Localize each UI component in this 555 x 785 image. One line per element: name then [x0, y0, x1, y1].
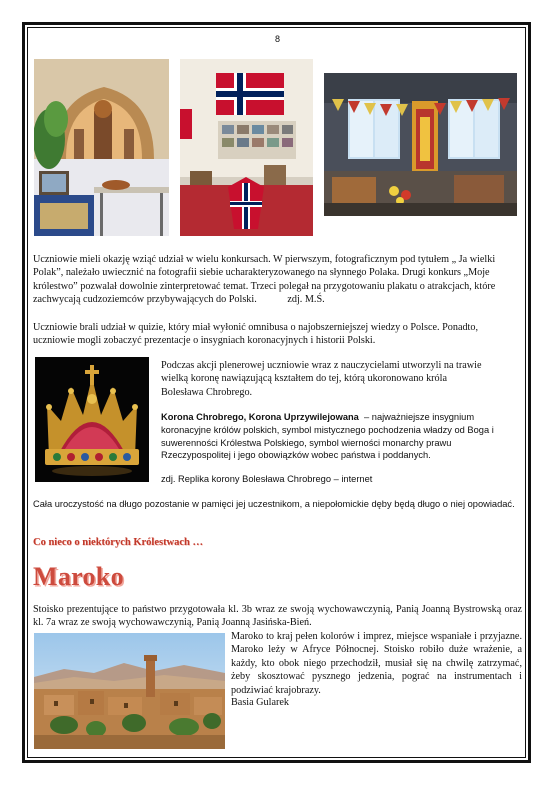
- crown-paragraph: Podczas akcji plenerowej uczniowie wraz z nauczycielami utworzyli na trawie wielką koronę nawiązującą kształtem do tej, którą ukoronowano króla Bolesława Chrobrego.: [161, 360, 482, 398]
- photo-crown: [35, 357, 149, 482]
- paragraph-contests: Uczniowie mieli okazję wziąć udział w wielu konkursach. W pierwszym, fotograficznym pod tytułem „ Ja wielki Polak”, należało uwiecznić na fotografii siebie ucharakteryzowanego na słynnego Polaka. Drugi konkurs „Moje królestwo” pozwalał dowolnie zinterpretować temat. Trzeci polegał na przygotowaniu plakatu o atrakcjach, które zachwycają cudzoziemców przybywających do Polski. zdj. M.Ś.: [33, 254, 496, 306]
- subheading-kingdoms: Co nieco o niektórych Królestwach …: [33, 537, 204, 548]
- maroko-author: Basia Gularek: [231, 697, 289, 708]
- crown-description: Korona Chrobrego, Korona Uprzywilejowana – najważniejsze insygnium koronacyjne królów polskich, symbol mistycznego pochodzenia władzy od Boga i suwerenności Królestwa Polskiego, symbol wierności monarchy prawu Rzeczypospolitej i jego obowiązków wobec państwa i poddanych.: [161, 412, 494, 461]
- page-number: 8: [274, 34, 280, 44]
- crown-caption: zdj. Replika korony Bolesława Chrobrego – internet: [161, 474, 373, 484]
- photo-moroccan-display: [34, 59, 169, 236]
- paragraph-quiz: Uczniowie brali udział w quizie, który miał wyłonić omnibusa o najobszerniejszej wiedzy o Polsce. Ponadto, uczniowie mogli zobaczyć prezentacje o insygniach koronacyjnych i historii Polski.: [33, 322, 479, 347]
- photo-norway-display: [180, 59, 313, 236]
- photo-credit: zdj. M.Ś.: [287, 294, 325, 306]
- crown-title: Korona Chrobrego, Korona Uprzywilejowana: [161, 412, 359, 422]
- photo-classroom-bunting: [324, 73, 517, 216]
- closing-paragraph: Cała uroczystość na długo pozostanie w pamięci jej uczestnikom, a niepołomickie dęby będą długo o niej opowiadać.: [33, 499, 515, 509]
- maroko-intro: Stoisko prezentujące to państwo przygotowała kl. 3b wraz ze swoją wychowawczynią, Panią Joanną Bystrowską oraz kl. 7a wraz ze swoją wychowawczynią, Panią Joanną Jasińska-Bień.: [33, 604, 522, 629]
- maroko-description: Maroko to kraj pełen kolorów i imprez, miejsce wspaniałe i przyjazne. Maroko leży w Afryce Północnej. Stoisko robiło duże wrażenie, a każdy, kto obok niego przechodził, musiał się na chwilę zatrzymać, żeby skosztować pysznego jedzenia, pograć na instrumentach i podziwiać krajobrazy.: [231, 631, 522, 696]
- section-title-maroko: Maroko: [33, 562, 124, 591]
- photo-morocco-landscape: [34, 633, 225, 749]
